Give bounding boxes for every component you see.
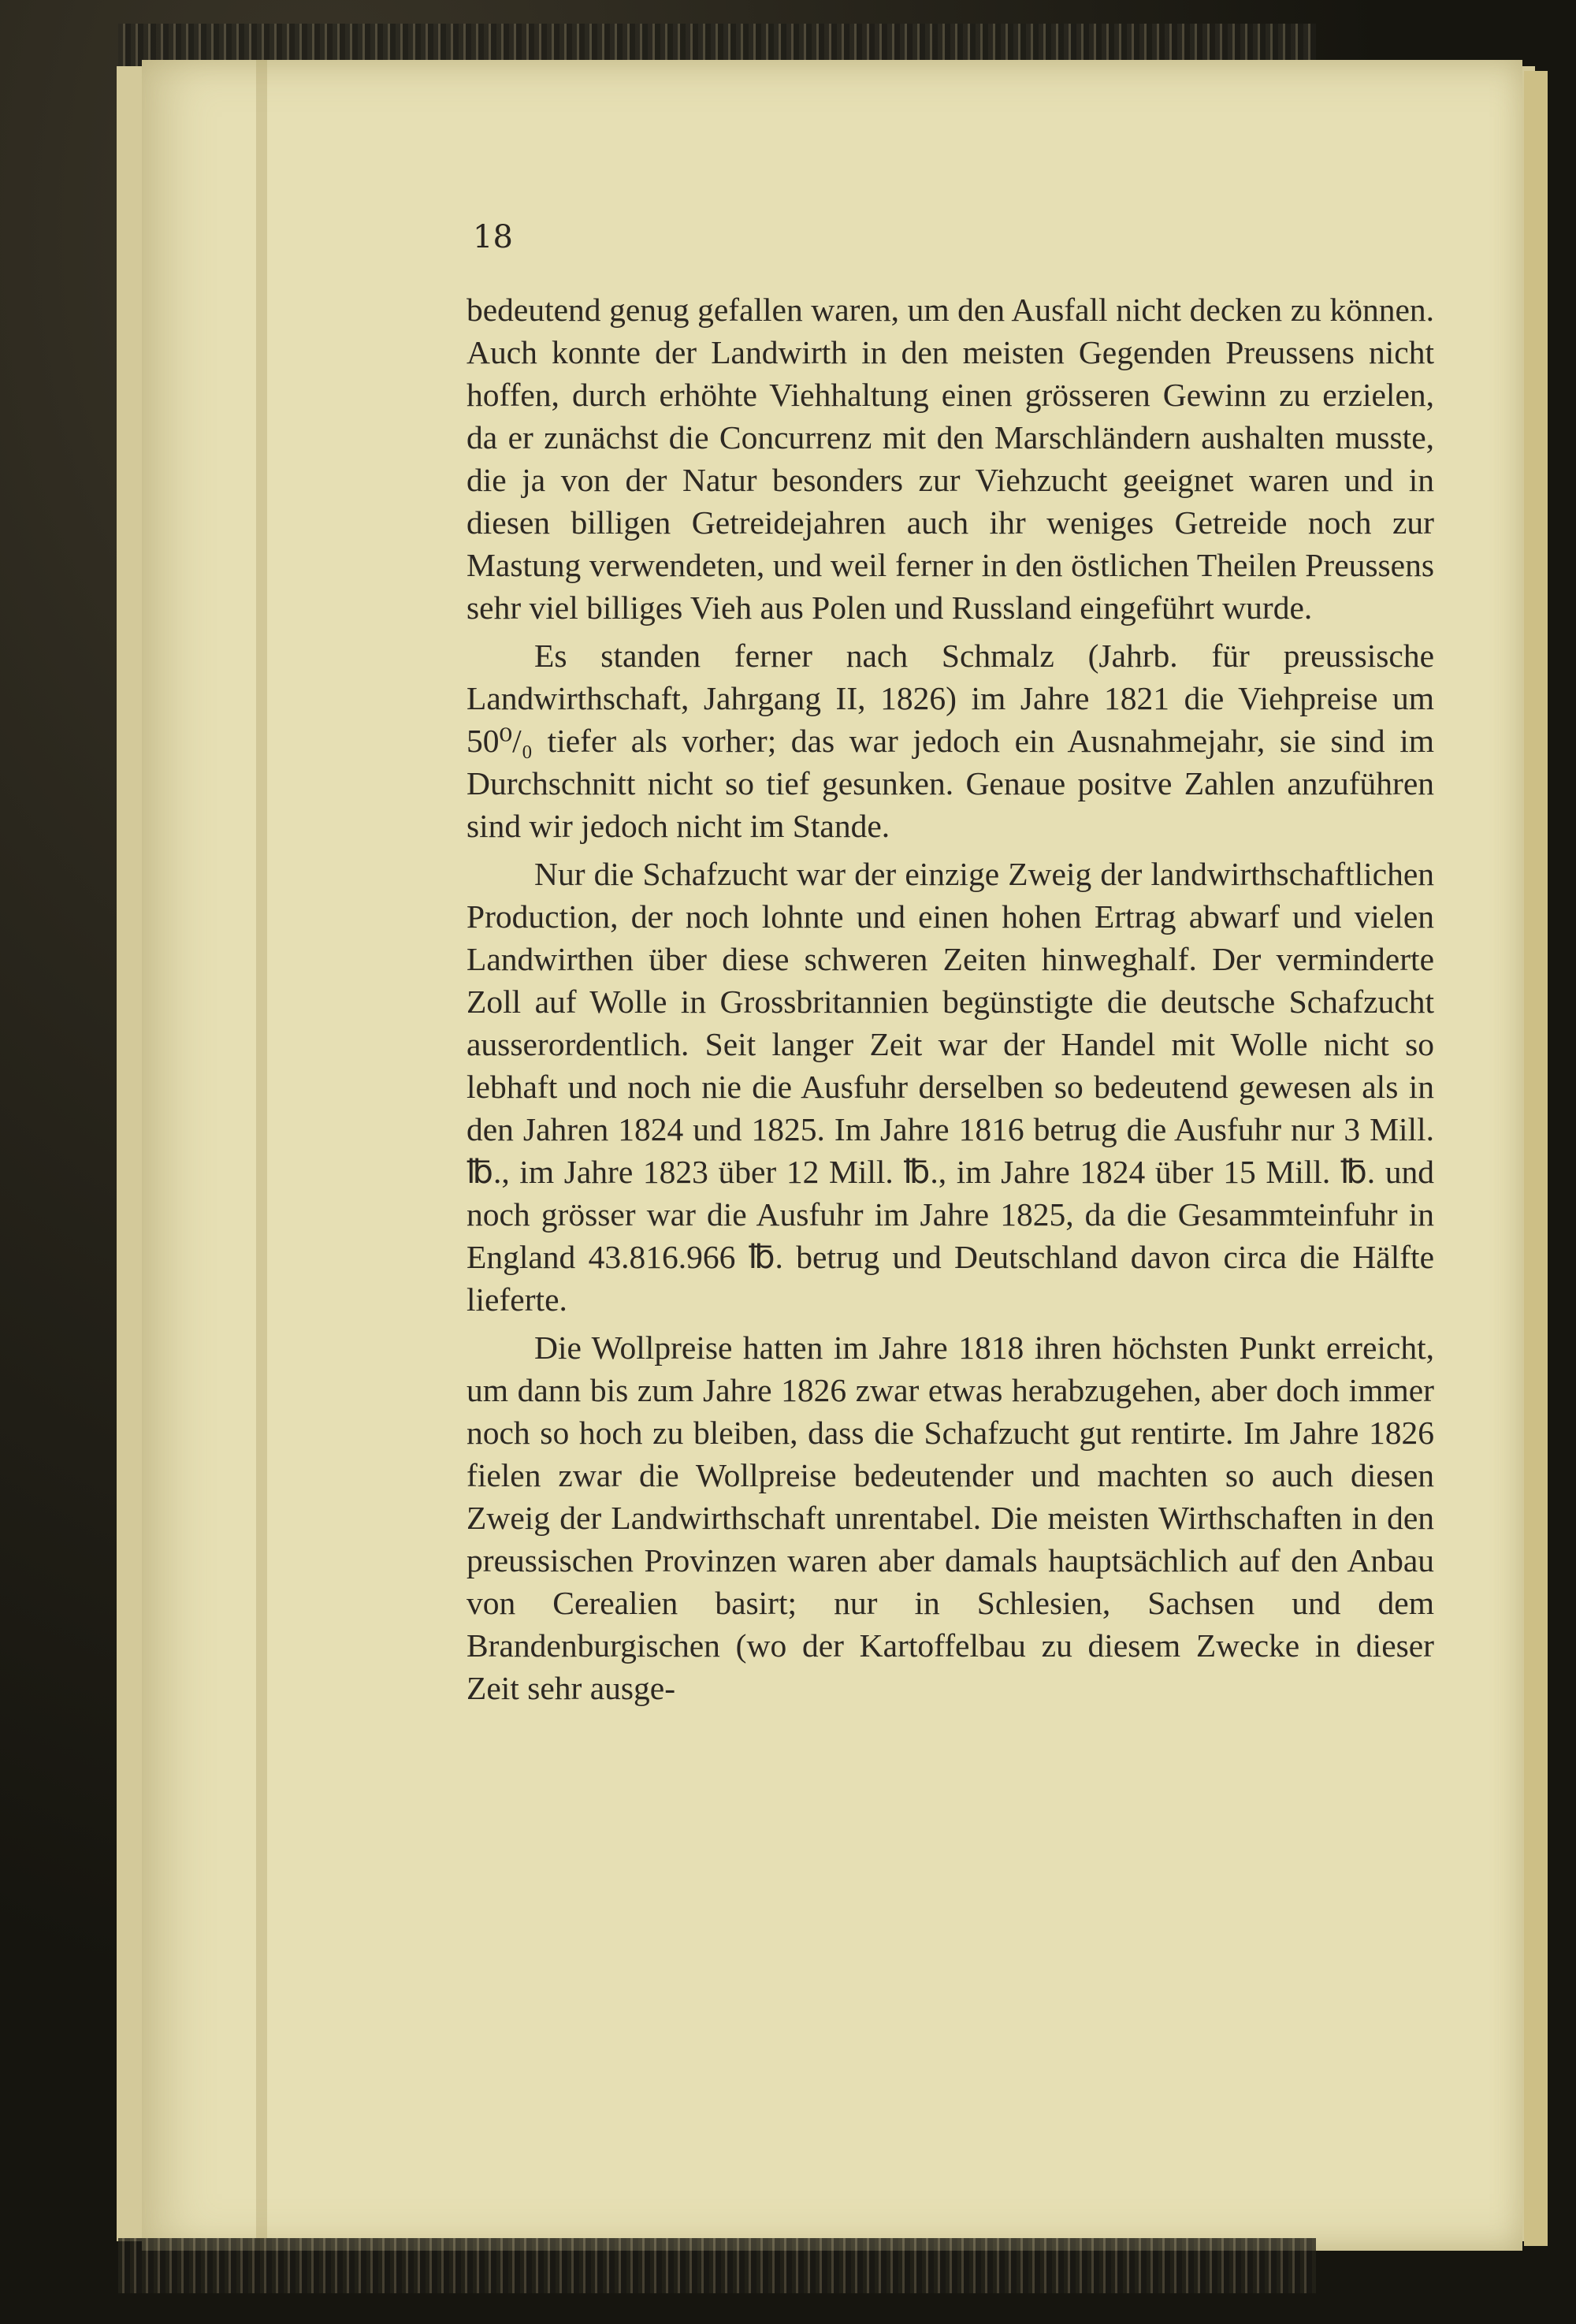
book-edge-bottom (118, 2238, 1316, 2293)
next-page-edge (1524, 71, 1548, 2246)
paragraph: Nur die Schafzucht war der einzige Zweig der landwirthschaftlichen Production, der noch lohnte und einen hohen Ertrag abwarf und vielen Landwirthen über diese schweren Zeiten hinweghalf. Der verminderte Zoll auf Wolle in Grossbritannien begünstigte die deutsche Schafzucht ausserordentlich. Seit langer Zeit war der Handel mit Wolle nicht so lebhaft und noch nie die Ausfuhr derselben so bedeutend gewesen als in den Jahren 1824 und 1825. Im Jahre 1816 betrug die Ausfuhr nur 3 Mill. ℔., im Jahre 1823 über 12 Mill. ℔., im Jahre 1824 über 15 Mill. ℔. und noch grösser war die Ausfuhr im Jahre 1825, da die Gesammteinfuhr in England 43.816.966 ℔. betrug und Deutschland davon circa die Hälfte lieferte. (466, 856, 1434, 1318)
body-text (466, 288, 1434, 1715)
page-number: 18 (473, 219, 513, 255)
paragraph: Die Wollpreise hatten im Jahre 1818 ihren höchsten Punkt erreicht, um dann bis zum Jahre 1826 zwar etwas herabzugehen, aber doch immer noch so hoch zu bleiben, dass die Schafzucht gut rentirte. Im Jahre 1826 fielen zwar die Wollpreise bedeutender und machten so auch diesen Zweig der Landwirthschaft unrentabel. Die meisten Wirthschaften in den preussischen Provinzen waren aber damals hauptsächlich auf den Anbau von Cerealien basirt; nur in Schlesien, Sachsen und dem Brandenburgischen (wo der Kartoffelbau zu diesem Zwecke in dieser Zeit sehr ausge- (466, 1329, 1434, 1706)
paragraph: Es standen ferner nach Schmalz (Jahrb. für preussische Landwirthschaft, Jahrgang II, 1826) im Jahre 1821 die Viehpreise um 50⁰/₀ tiefer als vorher; das war jedoch ein Ausnahmejahr, sie sind im Durchschnitt nicht so tief gesunken. Genaue positve Zahlen anzuführen sind wir jedoch nicht im Stande. (466, 638, 1434, 844)
paragraph: bedeutend genug gefallen waren, um den Ausfall nicht decken zu können. Auch konnte der Landwirth in den meisten Gegenden Preussens nicht hoffen, durch erhöhte Viehhaltung einen grösseren Gewinn zu erzielen, da er zunächst die Concurrenz mit den Marschländern aushalten musste, die ja von der Natur besonders zur Viehzucht geeignet waren und in diesen billigen Getreidejahren auch ihr weniges Getreide noch zur Mastung verwendeten, und weil ferner in den östlichen Theilen Preussens sehr viel billiges Vieh aus Polen und Russland eingeführt wurde. (466, 292, 1434, 626)
page-fold-shadow (256, 60, 267, 2251)
